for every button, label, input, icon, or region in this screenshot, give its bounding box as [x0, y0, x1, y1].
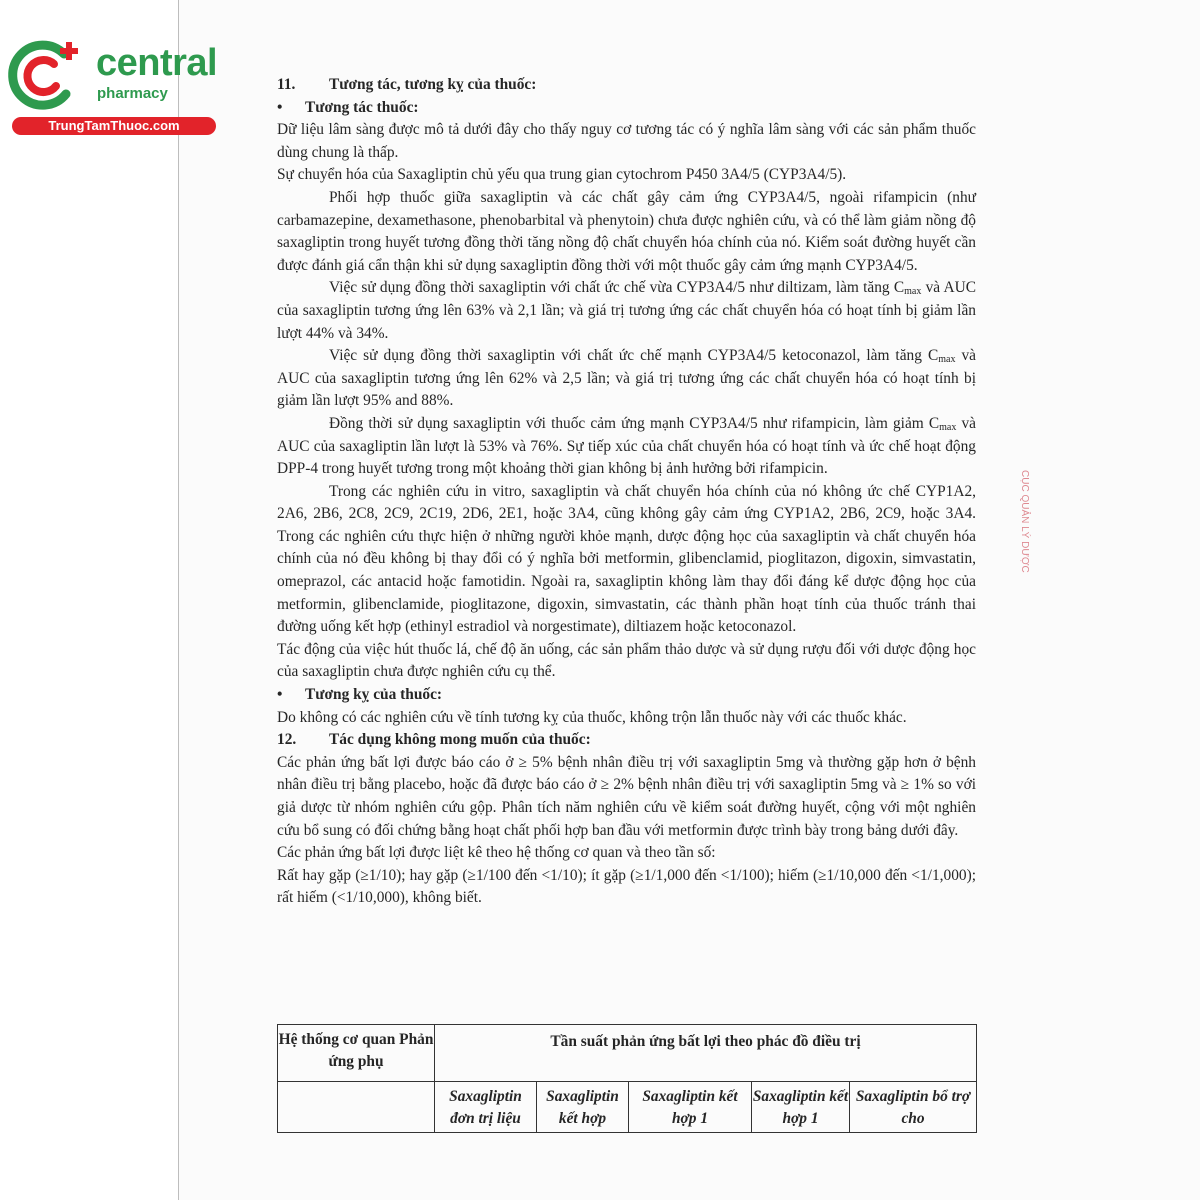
section-11-heading [277, 74, 976, 97]
bullet-incompatibility [277, 684, 976, 707]
cmax-subscript: max [938, 354, 956, 366]
text-span: Việc sử dụng đồng thời saxagliptin với chất ức chế vừa CYP3A4/5 như diltizam, làm tăng C [329, 279, 905, 297]
section-title: Tương tác, tương kỵ của thuốc: [329, 76, 537, 93]
paragraph: Do không có các nghiên cứu về tính tương kỵ của thuốc, không trộn lẫn thuốc này với các thuốc khác. [277, 708, 907, 726]
paragraph [277, 345, 976, 413]
bullet-drug-interactions [277, 97, 976, 120]
organ-system-header: Hệ thống cơ quan Phản ứng phụ [278, 1025, 435, 1082]
paragraph: Tác động của việc hút thuốc lá, chế độ ăn uống, các sản phẩm thảo dược và sử dụng rượu đối với dược động học của saxagliptin chưa được nghiên cứu cụ thể. [277, 640, 976, 681]
bullet-label: Tương tác thuốc: [305, 98, 419, 116]
bullet-label: Tương kỵ của thuốc: [305, 686, 443, 704]
text-span: Đồng thời sử dụng saxagliptin với thuốc cảm ứng mạnh CYP3A4/5 như rifampicin, làm giảm C [329, 414, 940, 432]
text-span: Việc sử dụng đồng thời saxagliptin với chất ức chế mạnh CYP3A4/5 ketoconazol, làm tăng C [329, 347, 939, 365]
paragraph: Dữ liệu lâm sàng được mô tả dưới đây cho thấy nguy cơ tương tác có ý nghĩa lâm sàng với các sản phẩm thuốc dùng chung là thấp. [277, 121, 976, 161]
logo-name: central [96, 42, 218, 84]
paragraph [277, 413, 976, 481]
section-number: 11. [277, 76, 296, 93]
table-subheader-row [278, 1082, 977, 1133]
text-span: và AUC của saxagliptin tương ứng lên 63% và 2,1 lần; và giá trị tương ứng các chất chuyển hóa có hoạt tính bị giảm lần lượt 44% và 34%. [277, 279, 977, 342]
paragraph: Trong các nghiên cứu in vitro, saxagliptin và chất chuyển hóa chính của nó không ức chế CYP1A2, 2A6, 2B6, 2C8, 2C9, 2C19, 2D6, 2E1, hoặc 3A4, cũng không gây cảm ứng CYP1A2, 2B6, 2C9, hoặc 3A4. Trong các nghiên cứu thực hiện ở những người khỏe mạnh, dược động học của saxagliptin và chất chuyển hóa chính của nó đều không bị thay đổi có ý nghĩa bởi metformin, glibenclamid, pioglitazon, digoxin, simvastatin, omeprazol, các antacid hoặc famotidin. Ngoài ra, saxagliptin không làm thay đổi đáng kể dược động học của metformin, glibenclamide, pioglitazone, digoxin, simvastatin, các thành phần hoạt tính của thuốc tránh thai đường uống kết hợp (ethinyl estradiol và norgestimate), diltiazem hoặc ketoconazol. [277, 482, 976, 636]
bullet-icon: • [277, 686, 283, 704]
logo-mark-icon [8, 38, 92, 114]
column-header: Saxagliptin kết hợp 1 [629, 1082, 752, 1133]
paragraph: Các phản ứng bất lợi được liệt kê theo hệ thống cơ quan và theo tần số: [277, 844, 716, 862]
cmax-subscript: max [904, 286, 922, 298]
paragraph: Phối hợp thuốc giữa saxagliptin và các chất gây cảm ứng CYP3A4/5, ngoài rifampicin (như carbamazepine, dexamethasone, phenobarbital và phenytoin) chưa được nghiên cứu, và có thể làm giảm nồng độ saxagliptin trong huyết tương đồng thời tăng nồng độ chất chuyển hóa chính của nó. Kiểm soát đường huyết cần được đánh giá cẩn thận khi sử dụng saxagliptin đồng thời với một thuốc gây cảm ứng mạnh CYP3A4/5. [277, 188, 976, 274]
central-pharmacy-logo[interactable] [8, 38, 218, 138]
text-span: và AUC của saxagliptin tương ứng lên 62% và 2,5 lần; và giá trị tương ứng các chất chuyển hóa có hoạt tính bị giảm lần lượt 95% and 88%. [277, 347, 977, 410]
document-body [277, 74, 976, 910]
section-number: 12. [277, 731, 297, 749]
empty-cell [278, 1082, 435, 1133]
paragraph: Rất hay gặp (≥1/10); hay gặp (≥1/100 đến <1/10); ít gặp (≥1/1,000 đến <1/100); hiếm (≥1/10,000 đến <1/1,000); rất hiếm (<1/10,000), không biết. [277, 866, 976, 907]
bullet-icon: • [277, 98, 283, 116]
column-header: Saxagliptin kết hợp [537, 1082, 629, 1133]
column-header: Saxagliptin kết hợp 1 [752, 1082, 850, 1133]
margin-stamp-graphic [1012, 470, 1030, 620]
section-title: Tác dụng không mong muốn của thuốc: [329, 731, 591, 749]
paragraph [277, 277, 976, 345]
text-span: và AUC của saxagliptin lần lượt là 53% và 76%. Sự tiếp xúc của chất chuyển hóa có hoạt tính và ức chế hoạt động DPP-4 trong huyết tương trong một khoảng thời gian không bị ảnh hưởng bởi rifampicin. [277, 414, 977, 478]
scan-page-edge [178, 0, 179, 1200]
logo-website-badge[interactable]: TrungTamThuoc.com [12, 117, 216, 135]
logo-subtitle: pharmacy [97, 85, 168, 102]
section-12-heading [277, 729, 976, 752]
table-header-row [278, 1025, 977, 1082]
svg-text:CỤC QUẢN LÝ DƯỢC: CỤC QUẢN LÝ DƯỢC [1019, 470, 1030, 573]
frequency-header: Tần suất phản ứng bất lợi theo phác đồ điều trị [435, 1025, 977, 1082]
adverse-reactions-table [277, 1024, 977, 1133]
column-header: Saxagliptin bổ trợ cho [850, 1082, 977, 1133]
paragraph: Các phản ứng bất lợi được báo cáo ở ≥ 5% bệnh nhân điều trị với saxagliptin 5mg và thường gặp hơn ở bệnh nhân điều trị bằng placebo, hoặc đã được báo cáo ở ≥ 2% bệnh nhân điều trị với saxagliptin 5mg và ≥ 1% so với giả dược từ nhóm nghiên cứu gộp. Phân tích năm nghiên cứu về kiểm soát đường huyết, cộng với một nghiên cứu bổ sung có đối chứng bằng hoạt chất phối hợp ban đầu với metformin được trình bày trong bảng dưới đây. [277, 753, 976, 839]
cmax-subscript: max [939, 421, 957, 433]
paragraph: Sự chuyển hóa của Saxagliptin chủ yếu qua trung gian cytochrom P450 3A4/5 (CYP3A4/5). [277, 166, 847, 184]
column-header: Saxagliptin đơn trị liệu [435, 1082, 537, 1133]
margin-stamp [1012, 470, 1030, 620]
